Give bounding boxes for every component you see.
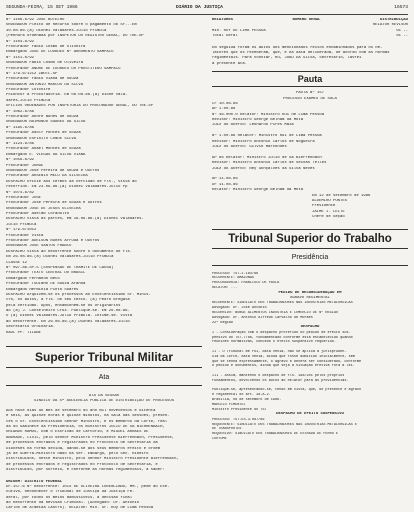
- text-line: Procurador Anael Montes de Souza: [6, 147, 81, 152]
- ata-text-line: Dioceses na forma devida, dando-se aos seus membros efeito e ordem: [6, 446, 161, 451]
- page-header: [6, 4, 408, 15]
- text-line: Procurador André Nunes de Souza: [6, 115, 79, 120]
- text-line: Procurador Cutchire: [6, 88, 51, 93]
- text-line: ORDENADOR Pleito de Recurso sobre o pagamento do Sr...Em: [6, 23, 137, 28]
- text-line: Procurador Fabio Viana de Souza: [6, 77, 79, 82]
- text-line: Procurador ANDRÉ DE LOURDES DO PROSTITERO SAMPAIO: [6, 66, 121, 71]
- text-line: Embargado Herminia Pinto Soares: [6, 287, 79, 292]
- pauta-signature: Chefe de Seção: [312, 215, 345, 220]
- final-text-line: DE TRANSPORTES: [212, 427, 242, 432]
- text-line: 30.08.86.(a) Dionei Valadares-Julio Primula: [6, 28, 107, 33]
- final-text-line: REQUERENTE: SINDICATO DOS TRABALHADORES NAS INDÚSTRIAS METALÚRGICAS E: [212, 422, 357, 427]
- ata-heading: SÍNDICO DA Sª AUDIÊNCIA PÚBLICA DE DISTRIBUIÇÃO DE PROCESSOS: [33, 399, 175, 404]
- pauta-text-line: Revisor: Ministro Antônio Carlos de Seixas Telles: [212, 161, 327, 166]
- intro-text-line: latores que os receberam, que, e na data deliberada, de acordo com as normas: [212, 50, 390, 55]
- text-line: DESPACHO Oficie aos termos da certidão de fls., vista ao: [6, 179, 137, 184]
- pauta-text-line: Relator: Ministro George Belham da Mota: [212, 188, 304, 193]
- pauta-text-line: Revisor: Ministro Antônio Carlos de Nogueira: [212, 139, 315, 144]
- ata-text-line: Distribuídos, neste Ministro, pelo Senhor Ministro Presidente Bierrenbach,: [6, 457, 179, 462]
- pauta-signature: Presidente: [312, 204, 336, 209]
- text-line: Secretário Ordinária.: [6, 325, 56, 330]
- pauta-text-line: Nº 46.000.0 Relator: Ministro Rui de Lima Pessoa: [212, 112, 325, 117]
- pauta-text-line: Juiz do Acervo: Leonardo Pires Maia: [212, 123, 294, 128]
- text-line: ORDENADOR ANTONIO MARCOS DA SILVA: [6, 82, 84, 87]
- ata-text-line: distribuído, por sorteio, e conforme as normas regimentais, a saber:: [6, 468, 165, 473]
- text-line: ao (a) J. Conselheiro Cruz. Publique-se. Em 26.08.86.: [6, 309, 130, 314]
- section-banner-stm: [6, 346, 202, 368]
- text-line: ao Recorrente. Em 26.08.86.(a) Dionei Valadares-Julio: [6, 319, 130, 324]
- pauta-text-line: AP 86 Relator: Ministro Julio de Sá Bierrenbach: [212, 155, 322, 160]
- despacho-text-line: Advogado: Dr. José Antonio: [212, 306, 267, 311]
- text-line: Nº 1106-6/92 JOSÉ BOTELHO: [6, 18, 65, 22]
- origin-text-line: ao Recorrente da Revisão Criminal. (Advogado: Dr. Antonio: [6, 501, 140, 506]
- stm-title: Superior Tribunal Militar: [34, 350, 174, 365]
- despacho-text-line: Advogado: Dr. Antônio Alfredo Carvalho de Moraes: [212, 315, 313, 320]
- text-line: ORDENADOR JOSÉ SANTOS FRANCO: [6, 244, 72, 249]
- text-line: ORDENADOR ESPÍRITO CONDE SILVA: [6, 136, 77, 141]
- despacho-body-line: fundamentos, devolvendo os autos ao Relator para as providências.: [212, 378, 349, 383]
- col-revisor: REVISOR: [391, 23, 408, 28]
- header-page-number: 16573: [394, 5, 408, 10]
- text-line: ORDENADOR JOSÉ DE JESUS OLIVEIRA: [6, 206, 81, 211]
- tst-text-line: PROCURADORIA: FRANCISCO DE PAULA: [212, 281, 280, 286]
- stm-subtitle: Ata: [6, 374, 202, 386]
- despacho-body-line: MARCELO PIMENTEL: [212, 402, 246, 407]
- tst-text-line: RELATOR: ...: [212, 285, 238, 290]
- origin-heading: ORIGEM: DISTRITO FEDERAL: [6, 479, 63, 484]
- col-relator: RELATOR: [372, 23, 392, 28]
- pauta-signature: JAIME J. LEITE: [312, 209, 345, 214]
- despacho-text-line: RECORRIDO: BUNGE ALIMENTOS INDÚSTRIA E COMÉRCIO DE Nº REGIÃO: [212, 311, 339, 316]
- text-line: Procurador JORGE: [6, 163, 44, 168]
- header-paper: DIÁRIO DA JUSTIÇA: [176, 5, 223, 10]
- text-line: (Penhura ordenada por INSPETOR DO REGISTRO GERAL, DO TRE-SP: [6, 34, 144, 39]
- despacho-body-line: Brasília, 08 de setembro de 1986.: [212, 398, 282, 402]
- pauta-intro: PROCESSO EXAMES DE SOLA: [283, 96, 337, 101]
- ata-text-line: Aos nove dias do mês de setembro do ano mil novecentos e oitenta: [6, 408, 156, 413]
- pauta-text-line: CF 10.08.86: [212, 101, 238, 106]
- text-line: pela certidão. Após, encaminhem-se os Originários: [6, 303, 121, 308]
- text-line: Nº 1/9-6/1212 ZWOTL-SP: [6, 71, 58, 76]
- count-relator: 01: [396, 34, 404, 39]
- section-banner-pauta: [212, 71, 408, 87]
- despacho-body-line: pensivo do TST-7/86, fundamentado conforme está estabelecido quando: [212, 335, 353, 340]
- text-line: DESPACHO Vista às partes, em 16.09.86.(a) Dionei Valadares-: [6, 217, 144, 222]
- despacho-heading: DESPACHO: [300, 325, 320, 330]
- origin-text-line: Carlos de Almeida Castro). RELATOR: Min. Sr. Ruy de Lima Pessoa: [6, 506, 154, 511]
- text-line: Procurador Fábio Cosmo de Oliveira: [6, 44, 86, 49]
- text-line: OFÍCIOS ORDENADOS POR INSPETORIA DO PROCURADOR GERAL, DO TRE-SP: [6, 104, 154, 109]
- text-line: CLASSE 12: [6, 260, 28, 265]
- count-relator: 01: [396, 28, 404, 33]
- despacho-body-line: Publique-se, apresentando-se, tendo em vista, que, do presente é agravo: [212, 388, 362, 393]
- text-line: Nº 1062-6/86: [6, 109, 35, 114]
- text-line: O (a) Dionei Valadares-Julio Primula. Intime-se. Vista: [6, 314, 133, 319]
- pauta-text-line: Revisor: Ministro George Belham da Mota: [212, 118, 304, 123]
- ata-text-line: e seis, às quinze horas e quinze minutos, na Sala das Sessões, presen-: [6, 414, 170, 419]
- text-line: Procurador Jose Pereira de Souza e Outros: [6, 201, 102, 206]
- relator-name: Total Geral: [212, 34, 238, 39]
- despacho-text-line: RECORRENTE: SINDICATO DOS TRABALHADORES NAS INDÚSTRIAS METALÚRGICAS: [212, 301, 353, 306]
- despacho-body-line: que se tenha expressamente, o agravo e deverá ser considerado, conforme: [212, 359, 362, 364]
- text-line: Nº 1195-6/86: [6, 125, 35, 130]
- text-line: Nº 1/9-6/1012: [6, 228, 37, 233]
- text-line: RAUL PP. TILANE: [6, 330, 42, 335]
- despacho-body-line: I - Consideração com o despacho proferido no pedido de efeito sus-: [212, 330, 351, 335]
- despacho-body-line: e regimental do art. 38-A-2.: [212, 393, 271, 398]
- text-line: Procurador TEXTO CENTRAL DO BRASIL: [6, 271, 86, 276]
- text-line: ORDENADOR Fábio Cosmo de Oliveira: [6, 61, 84, 66]
- spacer: [212, 221, 408, 229]
- final-text-line: PROCESSO: TST-ES-3.087/86: [212, 417, 265, 422]
- origin-text-line: deral, por todos os meios admissíveis, a decisão final: [6, 495, 133, 500]
- tst-subtitle: Presidência: [212, 254, 408, 266]
- text-line: Julio Primula: [6, 222, 37, 227]
- text-line: DESPACHO Vista ao Recorrente sobre o documento de fls.: [6, 249, 133, 254]
- col-relatores: RELATORES: [212, 18, 234, 22]
- text-line: Procurador Adelmo Coradulto: [6, 212, 70, 217]
- pauta-text-line: AP 1.00.86: [212, 107, 236, 112]
- pauta-text-line: DF 11.08.86: [212, 182, 238, 187]
- intro-text-line: Em seguida foram os autos dos mencionados feitos encaminhados para os Re-: [212, 45, 383, 50]
- despacho-text-line: 22ª Região: [212, 320, 234, 325]
- final-title: DESPACHO DE EFEITO SUSPENSIVO: [276, 412, 344, 417]
- col-distribuicao: DISTRIBUIÇÃO: [379, 18, 408, 22]
- ata-text-line: ORLANDO RAMOS, com o Escrivão de Cartório, e MIGUEL ARRAES DE: [6, 430, 149, 435]
- left-column: [6, 18, 202, 512]
- final-text-line: CURTUME: [212, 436, 227, 441]
- despacho-body-line: III - Assim, mantenho o despacho de fls. 198/201 pelos próprios: [212, 374, 345, 379]
- text-line: Procurador JOSÉ: [6, 195, 42, 200]
- despacho-body-line: reuniões normativas, concedo o efeito suspensivo requerido.: [212, 340, 336, 345]
- intro-text-line: a presente ata.: [212, 61, 248, 66]
- intro-text-line: regimentais. Para constar, eu, JOÃO DA SILVA, Secretário, lavrei: [212, 56, 362, 61]
- count-revisor: --: [403, 28, 408, 33]
- text-line: Procurador Vista: [6, 233, 44, 238]
- text-line: ORDENADOR RAIMUNDO SOARES DA SILVA: [6, 120, 86, 125]
- pauta-intro: PAUTA Nº 157: [295, 91, 325, 96]
- tst-text-line: RECORRENTE: AMAZONAS: [212, 276, 255, 281]
- pauta-text-line: Juiz do Acervo: Ney Gonçalves da Silva Neves: [212, 166, 315, 171]
- despacho-body-line: o pedido e documentos, ainda que seja a situação efetiva fora a lei.: [212, 364, 355, 369]
- text-line: Procurador ARSÊNIO MELO DA SILVEIRA: [6, 174, 88, 179]
- pauta-signature: Em 12 de setembro de 1986: [312, 193, 371, 198]
- text-line: Nº 097-86-SP-5 (SUSPENSÃO DE TRÂMITE DE CAUSA): [6, 265, 114, 270]
- ata-text-line: de processos entrados e registrados no Protocolo de Secretaria, e: [6, 462, 158, 467]
- text-line: Embargado E. VIEGAS DA SILVA VIANA: [6, 152, 86, 157]
- ata-heading: ATA DA SESSÃO: [88, 394, 120, 399]
- text-line: Procurador ADELSON Nunes Arruda e Outros: [6, 239, 100, 244]
- pauta-title: Pauta: [297, 74, 323, 85]
- ata-text-line: tes o Sr. Excelentíssimo Senhor Ministro, e os membros da Corte, real: [6, 419, 168, 424]
- ata-text-line: já de Guerra-Ministro dado na Ser. Embargo, pelo Sec. Ribeiro: [6, 451, 149, 456]
- pauta-text-line: Juiz do Acervo: Gilvio Marcondes: [212, 145, 287, 150]
- ata-text-line: da do Gabinete da Presidência, os ministros JÚLIO DE SÁ BIERRENBACH,: [6, 425, 165, 429]
- pauta-signature: ALDEMIRO PONTES: [312, 198, 348, 203]
- despacho-body-line: II - O Tribunal me foi, data venia, não se aplica à jurisprudên-: [212, 350, 347, 355]
- text-line: Embargado JOSÉ DE LOURDES Nº ARRUMENTO SAMPAIO: [6, 50, 114, 55]
- despacho-body-line: Ministro Presidente do TST: [212, 407, 267, 412]
- despacho-body-line: cia da Corte, data venia, ainda que fosse admitido inicialmente, sem: [212, 354, 355, 359]
- pauta-text-line: AP 11.08.86: [212, 177, 238, 182]
- spacer: [6, 336, 202, 346]
- text-line: Procurador TODINHO DE Souza Aranha: [6, 282, 86, 287]
- right-column: [212, 18, 408, 442]
- tst-title: Tribunal Superior do Trabalho: [228, 232, 392, 245]
- count-revisor: --: [403, 34, 408, 39]
- text-line: tro, os autos, a fls. do seu texto. (a) Pedro Bregata: [6, 298, 130, 303]
- section-banner-tst: [212, 229, 408, 249]
- text-line: Nº 1104-6/92: [6, 39, 35, 44]
- header-date: SEGUNDA-FEIRA, 15 SET 1986: [6, 5, 78, 10]
- origin-text-line: DF.157-6 Nº Recorrente: IRIS DE OLIVEIRA LORENCIANO, MM., pede ao Exe-: [6, 484, 170, 489]
- text-line: ORDENADOR Jose Pereira de Souza e Outros: [6, 168, 100, 173]
- col-numero: NÚMERO GERAL: [292, 18, 321, 22]
- despacho-subtitle: AGRAVO REGIMENTAL: [290, 296, 330, 301]
- pauta-text-line: Nº 1.00.86 Relator: Ministro Rui de Lima Pessoa: [212, 134, 322, 139]
- text-line: Pcibhcor a Procuradoria. Em 06.08.86.(a) Dione Vala-: [6, 93, 128, 98]
- text-line: Nº 1074-6/82: [6, 190, 35, 195]
- relator-counts: [396, 34, 408, 39]
- text-line: Nº 1056-6/92: [6, 158, 35, 163]
- text-line: Embargado Fernando Neto: [6, 276, 60, 281]
- despacho-title: PEDIDO DE RECONSIDERAÇÃO EM: [278, 290, 342, 295]
- ata-text-line: ANDRADE, CIVIL, pelo Senhor Ministro Presidente Bierrenbach, Presidente,: [6, 435, 175, 440]
- final-text-line: REQUERIDO: SINDICATO DOS TRABALHADORES DE ESTRADA DE FERRO E: [212, 432, 339, 437]
- text-line: Procurador Adolf Pontes de Souza: [6, 131, 81, 136]
- tst-text-line: PROCESSO: TST-1.184/86: [212, 271, 259, 276]
- relator-name: Min. RUY DE LIMA PESSOA: [212, 28, 266, 33]
- text-line: Nº 1124-6/86: [6, 141, 35, 146]
- text-line: dares-Julio Primula: [6, 98, 51, 103]
- text-line: Nº 1151-6/92: [6, 55, 35, 60]
- text-line: recorrido. Em 23.09.86.(a) Dionei Valadares-Julio Pp: [6, 185, 128, 190]
- text-line: Em 26.08.86.(a) Dionei Valadares-Julio Primula: [6, 255, 114, 260]
- origin-text-line: cutivo, Reconhecer o Tribunal de Justiça da Justiça Fe-: [6, 490, 135, 495]
- text-line: DESPACHO Arquivem-se os processos ao Excelentíssimo Sr. Minis-: [6, 292, 151, 297]
- ata-text-line: de processos entrados e registrados no Protocolo de Secretaria da: [6, 441, 158, 446]
